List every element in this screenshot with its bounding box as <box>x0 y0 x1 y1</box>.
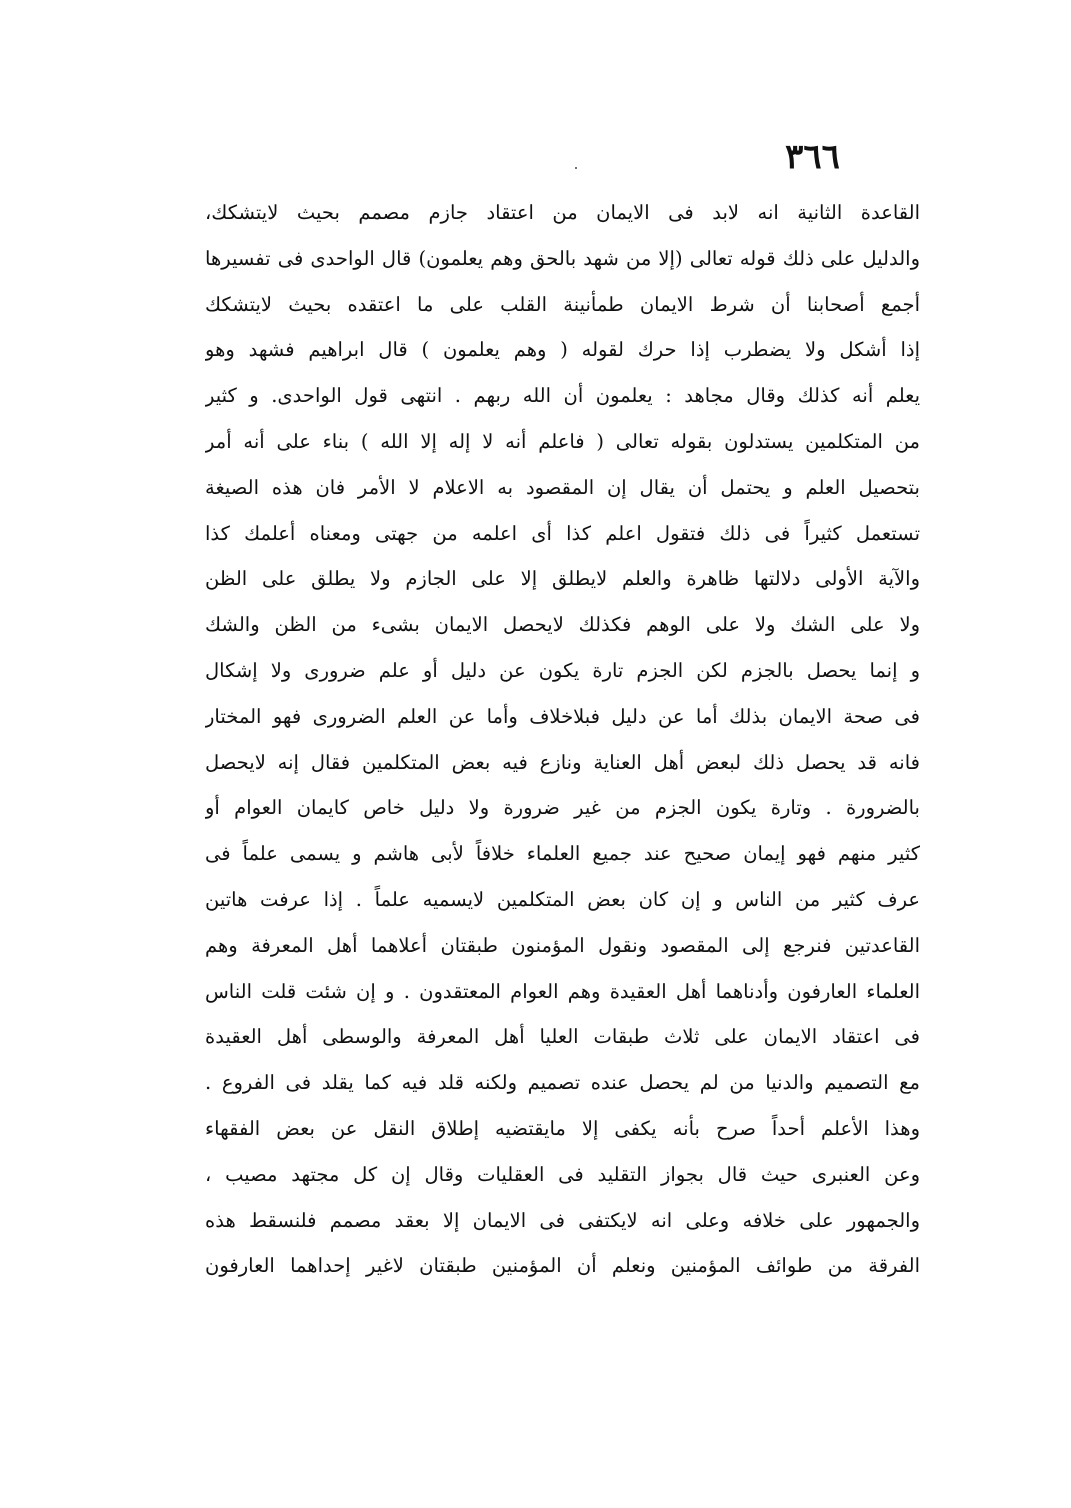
body-text <box>205 190 920 1289</box>
text-line: والآية الأولى دلالتها ظاهرة والعلم لايطلق إلا على الجازم ولا يطلق على الظن <box>205 567 920 591</box>
text-line: وهذا الأعلم أحداً صرح بأنه يكفى إلا مايقتضيه إطلاق النقل عن بعض الفقهاء <box>205 1116 920 1140</box>
text-line: تستعمل كثيراً فى ذلك فتقول اعلم كذا أى اعلمه من جهتى ومعناه أعلمك كذا <box>205 521 920 545</box>
text-line: فى اعتقاد الايمان على ثلاث طبقات العليا أهل المعرفة والوسطى أهل العقيدة <box>205 1025 920 1049</box>
text-line: يعلم أنه كذلك وقال مجاهد : يعلمون أن الله ربهم . انتهى قول الواحدى. و كثير <box>205 384 920 408</box>
text-line: من المتكلمين يستدلون بقوله تعالى ( فاعلم أنه لا إله إلا الله ) بناء على أنه أمر <box>205 429 920 453</box>
text-line: الفرقة من طوائف المؤمنين ونعلم أن المؤمنين طبقتان لاغير إحداهما العارفون <box>205 1254 920 1278</box>
text-line: بتحصيل العلم و يحتمل أن يقال إن المقصود به الاعلام لا الأمر فان هذه الصيغة <box>205 475 920 499</box>
text-line: فانه قد يحصل ذلك لبعض أهل العناية ونازع فيه بعض المتكلمين فقال إنه لايحصل <box>205 750 920 774</box>
text-line: و إنما يحصل بالجزم لكن الجزم تارة يكون عن دليل أو علم ضرورى ولا إشكال <box>205 658 920 682</box>
text-line: أجمع أصحابنا أن شرط الايمان طمأنينة القلب على ما اعتقده بحيث لايتشكك <box>205 292 920 316</box>
text-line: وعن العنبرى حيث قال بجواز التقليد فى العقليات وقال إن كل مجتهد مصيب ، <box>205 1162 920 1186</box>
text-line: مع التصميم والدنيا من لم يحصل عنده تصميم ولكنه قلد فيه كما يقلد فى الفروع . <box>205 1071 920 1095</box>
page-number: ٣٦٦ <box>785 137 840 177</box>
text-line: ولا على الشك ولا على الوهم فكذلك لايحصل الايمان بشىء من الظن والشك <box>205 613 920 637</box>
text-line: عرف كثير من الناس و إن كان بعض المتكلمين لايسميه علماً . إذا عرفت هاتين <box>205 887 920 911</box>
text-line: والجمهور على خلافه وعلى انه لايكتفى فى الايمان إلا بعقد مصمم فلنسقط هذه <box>205 1208 920 1232</box>
text-line: إذا أشكل ولا يضطرب إذا حرك لقوله ( وهم يعلمون ) قال ابراهيم فشهد وهو <box>205 338 920 362</box>
ink-speck <box>575 167 577 169</box>
text-line: القاعدتين فنرجع إلى المقصود ونقول المؤمنون طبقتان أعلاهما أهل المعرفة وهم <box>205 933 920 957</box>
text-line: والدليل على ذلك قوله تعالى (إلا من شهد بالحق وهم يعلمون) قال الواحدى فى تفسيرها <box>205 246 920 270</box>
text-line: فى صحة الايمان بذلك أما عن دليل فبلاخلاف وأما عن العلم الضرورى فهو المختار <box>205 704 920 728</box>
text-line: كثير منهم فهو إيمان صحيح عند جميع العلماء خلافاً لأبى هاشم و يسمى علماً فى <box>205 842 920 866</box>
text-line: القاعدة الثانية انه لابد فى الايمان من اعتقاد جازم مصمم بحيث لايتشكك، <box>205 201 920 224</box>
text-line: بالضرورة . وتارة يكون الجزم من غير ضرورة ولا دليل خاص كايمان العوام أو <box>205 796 920 820</box>
text-line: العلماء العارفون وأدناهما أهل العقيدة وهم العوام المعتقدون . و إن شئت قلت الناس <box>205 979 920 1003</box>
